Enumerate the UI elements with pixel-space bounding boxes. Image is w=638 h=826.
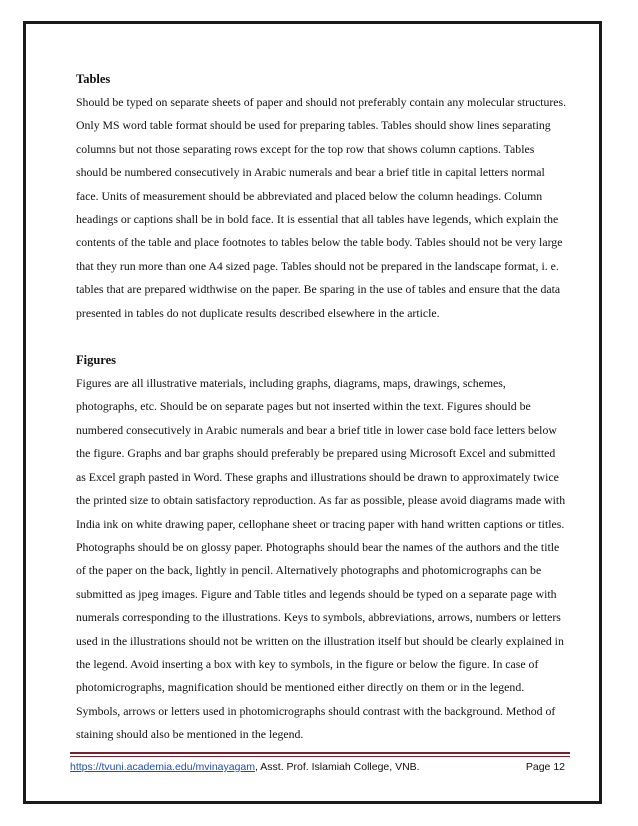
footer-affiliation: , Asst. Prof. Islamiah College, VNB. xyxy=(255,761,420,773)
page-number: Page 12 xyxy=(525,761,565,773)
footer-rule-thin xyxy=(70,756,570,757)
footer-rule-thick xyxy=(70,752,570,754)
page-content xyxy=(76,68,568,747)
section-spacer xyxy=(76,325,568,349)
tables-paragraph: Should be typed on separate sheets of paper and should not preferably contain any molecular structures. Only MS word table format should be used for preparing tables. Tables should show lines separating columns but not those separating rows except for the top row that shows column captions. Tables should be numbered consecutively in Arabic numerals and bear a brief title in capital letters normal face. Units of measurement should be abbreviated and placed below the column headings. Column headings or captions shall be in bold face. It is essential that all tables have legends, which explain the contents of the table and place footnotes to tables below the table body. Tables should not be very large that they run more than one A4 sized page. Tables should not be prepared in the landscape format, i. e. tables that are prepared widthwise on the paper. Be sparing in the use of tables and ensure that the data presented in tables do not duplicate results described elsewhere in the article. xyxy=(76,95,567,320)
figures-section xyxy=(76,349,568,747)
tables-section xyxy=(76,68,568,325)
page-footer xyxy=(70,760,570,774)
footer-academia-link[interactable]: https://tvuni.academia.edu/mvinayagam xyxy=(70,761,256,773)
figures-heading: Figures xyxy=(76,353,117,368)
tables-heading: Tables xyxy=(76,72,111,86)
figures-paragraph: Figures are all illustrative materials, including graphs, diagrams, maps, drawings, schemes, photographs, etc. Should be on separate pages but not inserted within the text. Figures should be numbered consecutively in Arabic numerals and bear a brief title in lower case bold face letters below the figure. Graphs and bar graphs should preferably be prepared using Microsoft Excel and submitted as Excel graph pasted in Word. These graphs and illustrations should be drawn to approximately twice the printed size to obtain satisfactory reproduction. As far as possible, please avoid diagrams made with India ink on white drawing paper, cellophane sheet or tracing paper with hand written captions or titles. Photographs should be on glossy paper. Photographs should bear the names of the authors and the title of the paper on the back, lightly in pencil. Alternatively photographs and photomicrographs can be submitted as jpeg images. Figure and Table titles and legends should be typed on a separate page with numerals corresponding to the illustrations. Keys to symbols, abbreviations, arrows, numbers or letters used in the illustrations should not be written on the illustration itself but should be clearly explained in the legend. Avoid inserting a box with key to symbols, in the figure or below the figure. In case of photomicrographs, magnification should be mentioned either directly on them or in the legend. Symbols, arrows or letters used in photomicrographs should contrast with the background. Method of staining should also be mentioned in the legend. xyxy=(76,376,566,742)
